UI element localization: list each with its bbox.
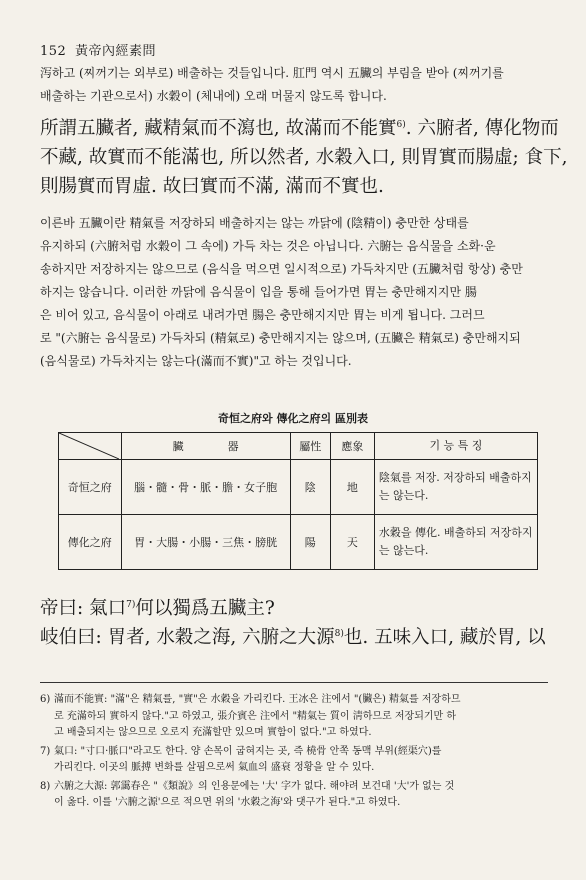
header-organs: 臟 器 — [121, 433, 290, 460]
row-response: 天 — [330, 515, 374, 570]
row-name: 傳化之府 — [59, 515, 122, 570]
header-property: 屬性 — [290, 433, 330, 460]
table-row — [59, 460, 538, 515]
text-line: 배출하는 기관으로서) 水穀이 (체내에) 오래 머물지 않도록 합니다. — [40, 89, 387, 103]
row-function: 水穀을 傳化. 배출하되 저장하지는 않는다. — [374, 515, 537, 570]
header-function: 기 능 특 징 — [374, 433, 537, 460]
text-line: 은 비어 있고, 음식물이 아래로 내려가면 腸은 충만해지지만 胃는 비게 됩니다. 그러므 — [40, 308, 485, 322]
footnote-line: 이 옳다. 이를 '六腑之源'으로 적으면 위의 '水穀之海'와 댓구가 된다."고 하였다. — [54, 797, 401, 808]
table-caption: 奇恒之府와 傳化之府의 區別表 — [218, 412, 368, 425]
row-organs: 腦・髓・骨・脈・膽・女子胞 — [121, 460, 290, 515]
book-title: 黃帝內經素問 — [74, 44, 156, 59]
footnote-line: 고 배출되지는 않으므로 오로지 充滿할만 있으며 實함이 없다."고 하였다. — [54, 727, 372, 738]
footnote-line: 滿而不能實: "滿"은 精氣를, "實"은 水穀을 가리킨다. 王冰은 注에서 "(臟은) 精氣를 저장하므 — [54, 694, 461, 705]
running-header — [40, 40, 156, 59]
table-header-row — [59, 433, 538, 460]
footnote-line: 로 充滿하되 實하지 않다."고 하였고, 張介賓은 注에서 "精氣는 質이 淸하므로 저장되기만 하 — [54, 710, 457, 722]
footnote-number: 8) — [40, 780, 51, 792]
diagonal-line — [59, 433, 119, 459]
classic-line: 所謂五臟者, 藏精氣而不瀉也, 故滿而不能實$^{6)}$. 六腑者, 傳化物而 — [40, 118, 559, 139]
text-line: 泻하고 (찌꺼기는 외부로) 배출하는 것들입니다. 肛門 역시 五臟의 부림을 받아 (찌꺼기를 — [40, 66, 504, 80]
text-line: (음식물로) 가득차지는 않는다(滿而不實)"고 하는 것입니다. — [40, 354, 352, 368]
row-name: 奇恒之府 — [59, 460, 122, 515]
classic-line: 岐伯曰: 胃者, 水穀之海, 六腑之大源$^{8)}$也. 五味入口, 藏於胃, 以 — [40, 627, 546, 648]
footnotes — [40, 692, 552, 814]
row-organs: 胃・大腸・小腸・三焦・膀胱 — [121, 515, 290, 570]
classic-line: 帝曰: 氣口$^{7)}$何以獨爲五臟主? — [40, 598, 275, 619]
text-line: 하지는 않습니다. 이러한 까닭에 음식물이 입을 통해 들어가면 胃는 충만해지지만 腸 — [40, 285, 477, 299]
footnote — [40, 744, 552, 777]
footnote — [40, 692, 552, 742]
text-line: 유지하되 (六腑처럼 水穀이 그 속에) 가득 차는 것은 아닙니다. 六腑는 음식물을 소화·운 — [40, 239, 496, 253]
translation-paragraph-1 — [40, 62, 548, 108]
footnote-divider — [40, 682, 548, 683]
header-response: 應象 — [330, 433, 374, 460]
row-property: 陽 — [290, 515, 330, 570]
footnote-line: 六腑之大源: 郭靄春은 "《類說》의 인용문에는 '大' 字가 없다. 해야려 보건대 '大'가 없는 것 — [54, 780, 455, 792]
footnote-number: 6) — [40, 694, 51, 705]
footnote-number: 7) — [40, 745, 51, 757]
page-number: 152 — [40, 44, 67, 59]
diagonal-header-cell — [59, 433, 122, 460]
classic-text-1 — [40, 114, 568, 201]
classic-text-2 — [40, 594, 552, 652]
footnote-line: 가리킨다. 이곳의 脈搏 변화를 살핌으로써 氣血의 盛衰 정황을 알 수 있다. — [54, 762, 375, 773]
text-line: 송하지만 저장하지는 않으므로 (음식을 먹으면 일시적으로) 가득차지만 (五臟처럼 항상) 충만 — [40, 262, 523, 276]
translation-paragraph-2 — [40, 212, 548, 373]
footnote-line: 氣口: "寸口·脈口"라고도 한다. 양 손목이 굽혀지는 곳, 즉 橈骨 안쪽 동맥 부위(經渠穴)를 — [54, 745, 442, 757]
comparison-table — [58, 432, 538, 570]
footnote — [40, 779, 552, 812]
row-function: 陰氣를 저장. 저장하되 배출하지는 않는다. — [374, 460, 537, 515]
classic-line: 則腸實而胃虛. 故曰實而不滿, 滿而不實也. — [40, 176, 384, 197]
row-response: 地 — [330, 460, 374, 515]
classic-line: 不藏, 故實而不能滿也, 所以然者, 水穀入口, 則胃實而腸虛; 食下, — [40, 147, 568, 168]
table-row — [59, 515, 538, 570]
row-property: 陰 — [290, 460, 330, 515]
text-line: 이른바 五臟이란 精氣를 저장하되 배출하지는 않는 까닭에 (陰精이) 충만한 상태를 — [40, 216, 469, 230]
text-line: 로 "(六腑는 음식물로) 가득차되 (精氣로) 충만해지지는 않으며, (五臟은 精氣로) 충만해지되 — [40, 331, 521, 345]
